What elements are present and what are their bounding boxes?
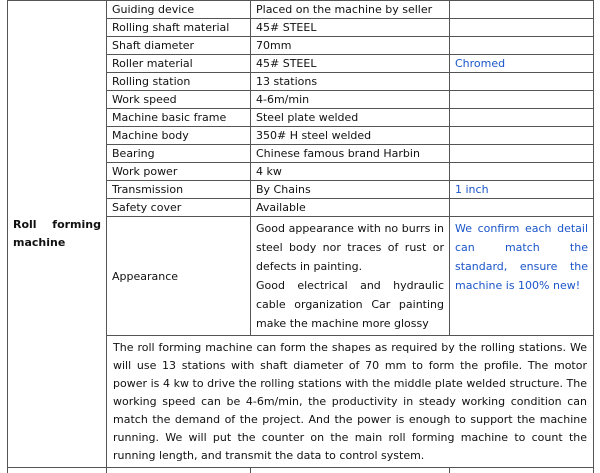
table-row-tail [8,468,594,473]
appearance-remark-cell: We confirm each detail can match the standard, ensure the machine is 100% new! [450,217,594,336]
spec-sheet [7,0,593,473]
value-cell: Available [251,199,450,217]
value-cell: Steel plate welded [251,109,450,127]
value-cell: 70mm [251,37,450,55]
value-cell: 350# H steel welded [251,127,450,145]
value-cell: 4-6m/min [251,91,450,109]
table-row [8,1,594,19]
appearance-value-para: Good appearance with no burrs in steel body nor traces of rust or defects in painting. [256,219,444,276]
remark-cell: 1 inch [450,181,594,199]
value-cell: 13 stations [251,73,450,91]
value-cell: 45# STEEL [251,55,450,73]
property-cell: Safety cover [107,199,251,217]
appearance-value-cell [251,217,450,336]
remark-cell [450,127,594,145]
description-cell: The roll forming machine can form the shapes as required by the rolling stations. We will use 13 stations with shaft diameter of 70 mm to form the profile. The motor power is 4 kw to drive the rolling stations with the middle plate welded structure. The working speed can be 4-6m/min, the productivity in steady working condition can match the demand of the project. And the power is enough to support the machine running. We will put the counter on the main roll forming machine to count the running length, and transmit the data to control system. [107,336,594,468]
property-cell: Work power [107,163,251,181]
tail-cell [8,468,107,473]
property-cell: Appearance [107,217,251,336]
remark-cell [450,1,594,19]
property-cell: Guiding device [107,1,251,19]
value-cell: 45# STEEL [251,19,450,37]
property-cell: Rolling station [107,73,251,91]
remark-cell [450,199,594,217]
remark-cell [450,109,594,127]
value-cell: By Chains [251,181,450,199]
property-cell: Transmission [107,181,251,199]
property-cell: Machine body [107,127,251,145]
tail-cell [251,468,450,473]
value-cell: Placed on the machine by seller [251,1,450,19]
remark-cell [450,145,594,163]
value-cell: Chinese famous brand Harbin [251,145,450,163]
property-cell: Work speed [107,91,251,109]
value-cell: 4 kw [251,163,450,181]
property-cell: Bearing [107,145,251,163]
tail-cell [450,468,594,473]
remark-cell [450,163,594,181]
remark-cell [450,37,594,55]
remark-cell: Chromed [450,55,594,73]
remark-cell [450,73,594,91]
remark-cell [450,91,594,109]
spec-table [7,0,594,473]
tail-cell [107,468,251,473]
property-cell: Roller material [107,55,251,73]
section-label: Roll forming machine [8,1,107,468]
property-cell: Machine basic frame [107,109,251,127]
property-cell: Shaft diameter [107,37,251,55]
property-cell: Rolling shaft material [107,19,251,37]
remark-cell [450,19,594,37]
appearance-value-para: Good electrical and hydraulic cable organization Car painting make the machine more glossy [256,276,444,333]
